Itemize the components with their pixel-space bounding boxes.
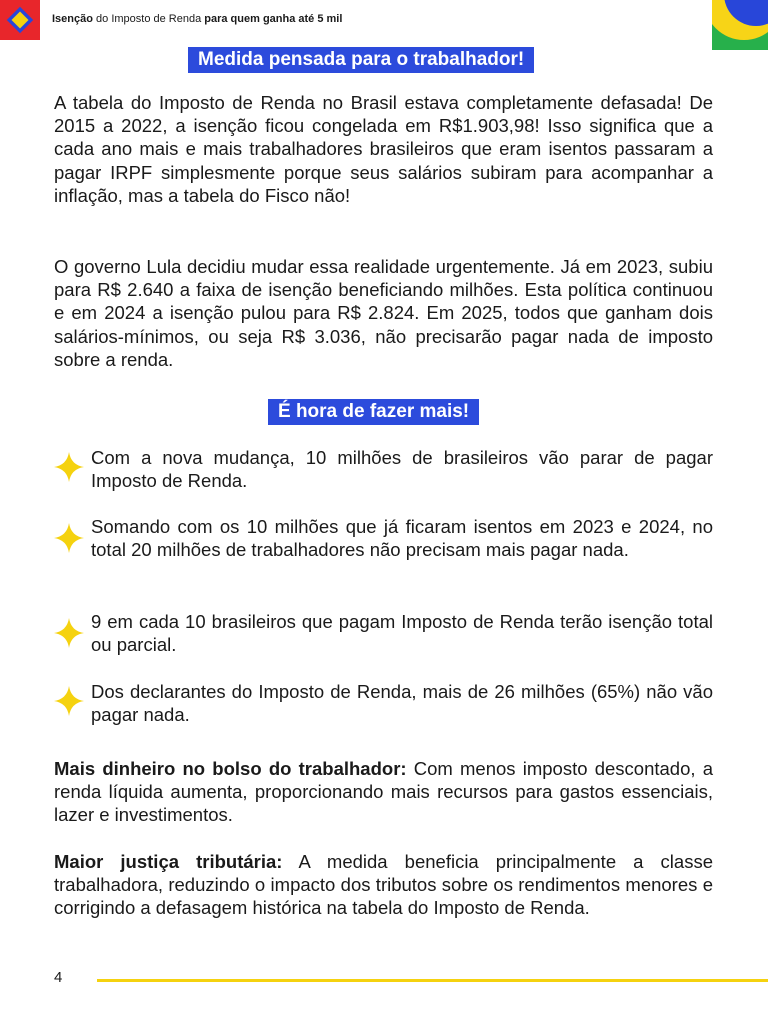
- paragraph-outdated-table: A tabela do Imposto de Renda no Brasil estava completamente defasada! De 2015 a 2022, a isenção ficou congelada em R$1.903,98! Isso significa que a cada ano mais e mais trabalhadores brasileiros que eram isentos passaram a pagar IRPF simplesmente porque seus salários subiram para acompanhar a inflação, mas a tabela do Fisco não!: [54, 92, 713, 206]
- list-item-text: 9 em cada 10 brasileiros que pagam Imposto de Renda terão isenção total ou parcial.: [91, 611, 713, 656]
- header-title-part1: Isenção: [52, 13, 93, 25]
- corner-decoration: [712, 0, 768, 50]
- sparkle-star-icon: [54, 452, 84, 482]
- paragraph-tax-justice: [54, 850, 713, 920]
- header-title: [52, 13, 342, 25]
- paragraph-body: A medida beneficia principalmente a classe trabalhadora, reduzindo o impacto dos tributos sobre os rendimentos menores e corrigindo a defasagem histórica na tabela do Imposto de Renda.: [54, 851, 713, 919]
- section-banner-do-more: É hora de fazer mais!: [268, 399, 479, 425]
- paragraph-body: Com menos imposto descontado, a renda líquida aumenta, proporcionando mais recursos para gastos essenciais, lazer e investimentos.: [54, 758, 714, 826]
- paragraph-lead: Maior justiça tributária:: [54, 851, 283, 872]
- list-item-text: Com a nova mudança, 10 milhões de brasileiros vão parar de pagar Imposto de Renda.: [91, 447, 713, 492]
- logo: [0, 0, 40, 40]
- section-banner-worker: Medida pensada para o trabalhador!: [188, 47, 534, 73]
- page-number: 4: [54, 969, 63, 986]
- paragraph-more-money: [54, 757, 713, 827]
- sparkle-star-icon: [54, 618, 84, 648]
- header-title-part3: para quem ganha até 5 mil: [204, 13, 343, 25]
- footer-divider: [97, 979, 768, 982]
- sparkle-star-icon: [54, 523, 84, 553]
- list-item-text: Somando com os 10 milhões que já ficaram isentos em 2023 e 2024, no total 20 milhões de trabalhadores não precisam mais pagar nada.: [91, 516, 713, 561]
- paragraph-lula-government: O governo Lula decidiu mudar essa realidade urgentemente. Já em 2023, subiu para R$ 2.640 a faixa de isenção beneficiando milhões. Esta política continuou e em 2024 a isenção pulou para R$ 2.824. Em 2025, todos que ganham dois salários-mínimos, ou seja R$ 3.036, não precisarão pagar nada de imposto sobre a renda.: [54, 256, 713, 370]
- paragraph-lead: Mais dinheiro no bolso do trabalhador:: [54, 758, 407, 779]
- header-title-part2: do Imposto de Renda: [92, 13, 205, 25]
- list-item-text: Dos declarantes do Imposto de Renda, mais de 26 milhões (65%) não vão pagar nada.: [91, 681, 713, 726]
- sparkle-star-icon: [54, 686, 84, 716]
